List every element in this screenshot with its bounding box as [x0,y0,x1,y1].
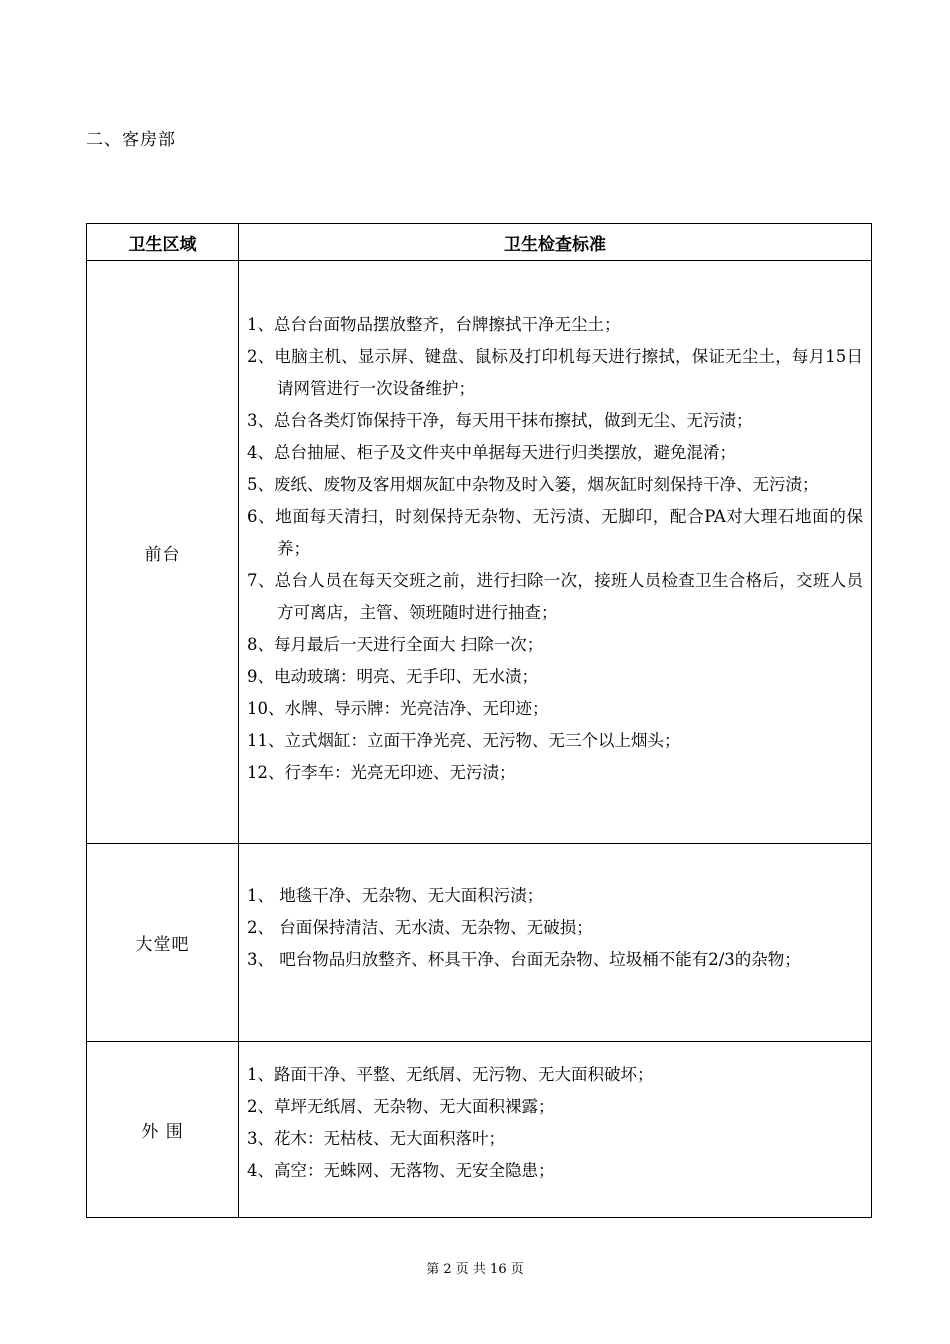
list-item: 5、废纸、废物及客用烟灰缸中杂物及时入篓，烟灰缸时刻保持干净、无污渍； [247,475,819,494]
list-item: 6、地面每天清扫，时刻保持无杂物、无污渍、无脚印，配合PA对大理石地面的保养； [247,507,863,558]
list-item: 3、花木：无枯枝、无大面积落叶； [247,1128,505,1148]
page-footer: 第 2 页 共 16 页 [426,1262,524,1277]
standards-list [247,1059,863,1187]
header-standard: 卫生检查标准 [239,224,872,261]
standards-cell [239,1042,872,1218]
standards-cell [239,261,872,844]
standards-list [247,309,863,789]
table-row [87,1042,872,1218]
list-item: 3、 吧台物品归放整齐、杯具干净、台面无杂物、垃圾桶不能有2/3的杂物； [247,949,801,969]
list-item: 1、总台台面物品摆放整齐，台牌擦拭干净无尘土； [247,315,621,334]
list-item: 7、总台人员在每天交班之前，进行扫除一次，接班人员检查卫生合格后，交班人员方可离店，主管、领班随时进行抽查； [247,571,863,622]
list-item: 2、草坪无纸屑、无杂物、无大面积裸露； [247,1096,555,1116]
list-item: 12、行李车：光亮无印迹、无污渍； [247,763,516,782]
list-item: 8、每月最后一天进行全面大 扫除一次； [247,635,544,654]
hygiene-standards-table [86,223,872,1218]
area-cell: 前台 [87,261,239,844]
list-item: 4、高空：无蛛网、无落物、无安全隐患； [247,1160,555,1180]
list-item: 9、电动玻璃：明亮、无手印、无水渍； [247,667,538,686]
section-title: 二、客房部 [86,130,176,150]
header-area: 卫生区域 [87,224,239,261]
standards-cell [239,844,872,1042]
standards-list [247,880,863,976]
table-header-row [87,224,872,261]
list-item: 3、总台各类灯饰保持干净，每天用干抹布擦拭，做到无尘、无污渍； [247,411,753,430]
list-item: 1、路面干净、平整、无纸屑、无污物、无大面积破坏； [247,1064,654,1084]
list-item: 11、立式烟缸：立面干净光亮、无污物、无三个以上烟头； [247,731,681,750]
list-item: 2、 台面保持清洁、无水渍、无杂物、无破损； [247,917,593,937]
table-row [87,261,872,844]
list-item: 2、电脑主机、显示屏、键盘、鼠标及打印机每天进行擦拭，保证无尘土，每月15日请网管进行一次设备维护； [247,347,863,398]
area-cell: 外 围 [87,1042,239,1218]
area-cell: 大堂吧 [87,844,239,1042]
list-item: 4、总台抽屉、柜子及文件夹中单据每天进行归类摆放，避免混淆； [247,443,736,462]
table-row [87,844,872,1042]
list-item: 1、 地毯干净、无杂物、无大面积污渍； [247,885,544,905]
list-item: 10、水牌、导示牌：光亮洁净、无印迹； [247,699,549,718]
